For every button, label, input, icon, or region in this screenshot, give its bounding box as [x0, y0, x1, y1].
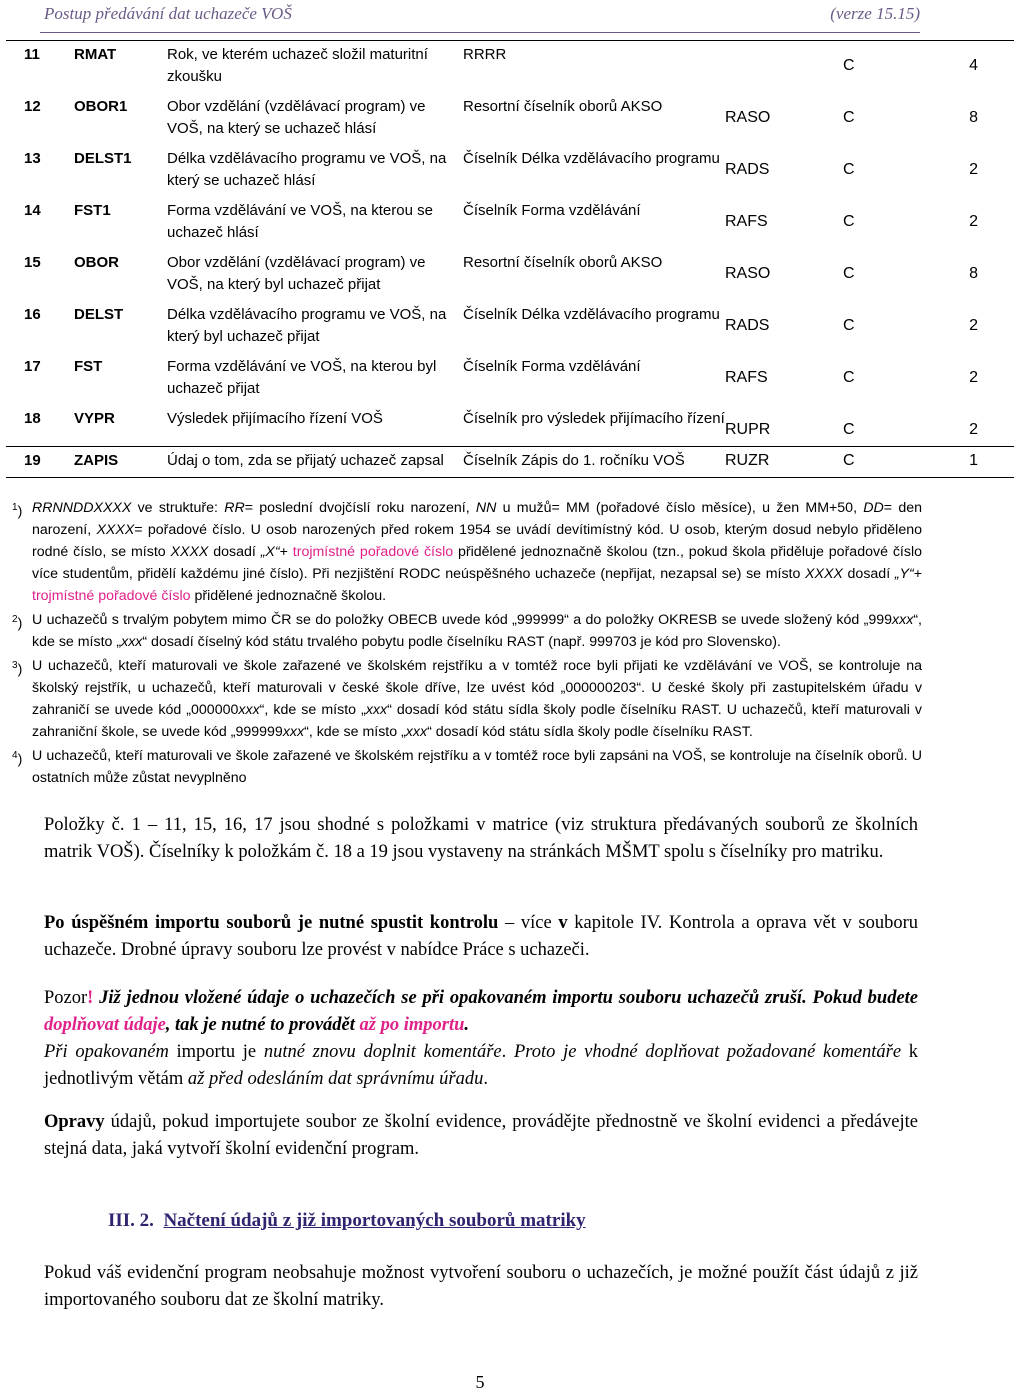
row-number: 18 — [24, 410, 41, 427]
row-description: Výsledek přijímacího řízení VOŠ — [167, 410, 383, 427]
paragraph-corrections — [44, 1109, 918, 1163]
text-run: “ dosadí kód státu sídla školy podle číselníku RAST. U uchazečů, kteří maturovali v zahraniční škole, se uvede kód „999999 — [32, 702, 923, 740]
text-run: “, kde se místo „ — [304, 724, 406, 740]
row-number: 12 — [24, 98, 41, 115]
text-run: importu je — [168, 1042, 264, 1062]
row-length: 2 — [969, 369, 978, 386]
footnote-number: 1 — [12, 502, 18, 513]
text-run: + — [913, 566, 922, 582]
footnotes — [12, 497, 922, 791]
row-codelist: RUZR — [725, 447, 843, 478]
row-type: C — [843, 161, 855, 178]
row-source: Resortní číselník oborů AKSO — [463, 254, 663, 271]
row-type: C — [843, 421, 855, 438]
text-run: xxx — [121, 634, 143, 650]
row-source: Číselník Délka vzdělávacího programu — [463, 150, 720, 167]
text-run: RRNNDDXXXX — [32, 500, 132, 516]
footnote-marker: $^3$) — [12, 660, 23, 678]
page-header — [44, 4, 920, 28]
text-run: až před odesláním dat správnímu úřadu — [187, 1069, 484, 1089]
header-version: (verze 15.15) — [830, 4, 920, 23]
text-run: XXXX — [170, 544, 209, 560]
footnote-marker: $^1$) — [12, 502, 23, 520]
footnote-text — [32, 658, 922, 740]
row-code: VYPR — [74, 410, 115, 427]
text-run: ! — [87, 988, 94, 1008]
text-run: xxx — [365, 702, 388, 718]
text-run: . — [464, 1015, 470, 1035]
row-source: Číselník Forma vzdělávání — [463, 202, 641, 219]
text-run: = poslední dvojčíslí roku narození, — [244, 500, 476, 516]
text-run: doplňovat údaje — [44, 1015, 166, 1035]
table-row — [6, 405, 1014, 447]
text-run: Proto je vhodné doplňovat požadované komentáře — [513, 1042, 902, 1062]
text-run: Již jednou vložené údaje o uchazečích se při opakovaném importu souboru uchazečů zruší. Pokud budete — [99, 988, 918, 1008]
footnote — [12, 497, 922, 607]
row-description: Rok, ve kterém uchazeč složil maturitní zkoušku — [167, 46, 428, 85]
row-description: Forma vzdělávání ve VOŠ, na kterou se uchazeč hlásí — [167, 202, 433, 241]
row-description: Délka vzdělávacího programu ve VOŠ, na který byl uchazeč přijat — [167, 306, 447, 345]
text-run: ve struktuře: — [131, 500, 225, 516]
text-run: – více — [498, 913, 559, 933]
text-run: U uchazečů, kteří maturovali ve škole zařazené ve školském rejstříku a v tomtéž roce byli přijati ke vzdělávání ve VOŠ, se kontroluje na školský rejstřík, u uchazečů, kteří maturovali v české škole dříve, lze uvést kód „000000203“. U české školy při zastupitelském úřadu v zahraničí se uvede kód „000000 — [32, 658, 922, 718]
text-run: . — [483, 1069, 488, 1089]
row-source: Číselník Forma vzdělávání — [463, 358, 641, 375]
row-code: FST1 — [74, 202, 111, 219]
text-run: dosadí — [208, 544, 261, 560]
text-run: přidělené jednoznačně školou. — [190, 588, 387, 604]
row-code: ZAPIS — [74, 447, 167, 478]
table-row — [6, 447, 1014, 478]
text-run: přidělené jednoznačně školou (tzn., pokud škola přiděluje pořadové číslo více studentům, přidělí každému jiné číslo). Při nezjištění RODC neúspěšného uchazeče (nepřijat, nezapsal se) se místo — [32, 544, 922, 582]
variables-table — [6, 40, 1014, 478]
table-row — [6, 41, 1014, 94]
row-source: Číselník Délka vzdělávacího programu — [463, 306, 720, 323]
footnote — [12, 609, 922, 653]
row-source: Číselník pro výsledek přijímacího řízení — [463, 410, 725, 427]
footnote-number: 2 — [12, 614, 18, 625]
text-run: až po importu — [359, 1015, 465, 1035]
text-run: “, kde se místo „ — [32, 612, 922, 650]
row-length: 2 — [969, 161, 978, 178]
section-number: III. 2. — [108, 1210, 154, 1231]
row-codelist: RAFS — [725, 213, 768, 230]
text-run: xxx — [282, 724, 305, 740]
row-codelist: RADS — [725, 161, 770, 178]
text-run: “, kde se místo „ — [259, 702, 366, 718]
row-description: Údaj o tom, zda se přijatý uchazeč zapsal — [167, 447, 463, 478]
page-number: 5 — [475, 1372, 485, 1392]
paragraph-warning — [44, 985, 918, 1039]
row-number: 17 — [24, 358, 41, 375]
footnote-text — [32, 612, 922, 650]
text-run: xxx — [405, 724, 428, 740]
paragraph-items-shared — [44, 812, 918, 866]
text-run: „Y“ — [894, 566, 914, 582]
table-row — [6, 197, 1014, 249]
footnote-number: 3 — [12, 660, 18, 671]
text-run: Položky č. 1 – 11, 15, 16, 17 jsou shodné s položkami v matrice (viz struktura předávaných souborů ze školních matrik VOŠ). Číselníky k položkám č. 18 a 19 jsou vystaveny na stránkách MŠMT spolu s číselníky pro matriku. — [44, 815, 918, 862]
text-run: u mužů= MM (pořadové číslo měsíce), u žen MM+50, — [496, 500, 864, 516]
row-description: Forma vzdělávání ve VOŠ, na kterou byl uchazeč přijat — [167, 358, 437, 397]
text-run: , tak je nutné to provádět — [165, 1015, 360, 1035]
text-run: nutné znovu doplnit komentáře — [263, 1042, 502, 1062]
text-run: XXXX — [805, 566, 843, 582]
text-run: xxx — [238, 702, 260, 718]
text-run: údajů, pokud importujete soubor ze školní evidence, provádějte přednostně ve školní evidenci a předávejte stejná data, jaká vytvoří školní evidenční program. — [44, 1112, 918, 1159]
text-run: “ dosadí číselný kód státu trvalého pobytu podle číselníku RAST (např. 999703 je kód pro Slovensko). — [142, 634, 781, 650]
row-type: C — [843, 447, 878, 478]
footnote-text — [32, 748, 922, 786]
row-type: C — [843, 369, 855, 386]
text-run: Po úspěšném importu souborů je nutné spustit kontrolu — [44, 913, 499, 933]
row-number: 15 — [24, 254, 41, 271]
text-run: Pokud váš evidenční program neobsahuje možnost vytvoření souboru o uchazečích, je možné použít část údajů z již importovaného souboru dat ze školní matriky. — [44, 1263, 918, 1310]
footnote-marker: $^4$) — [12, 750, 23, 768]
row-codelist: RAFS — [725, 369, 768, 386]
table-row — [6, 93, 1014, 145]
footnote-number: 4 — [12, 750, 18, 761]
row-length: 1 — [878, 447, 1014, 478]
row-number: 19 — [6, 447, 74, 478]
row-type: C — [843, 109, 855, 126]
text-run: U uchazečů s trvalým pobytem mimo ČR se do položky OBECB uvede kód „999999“ a do položky OKRESB se uvede složený kód „999 — [32, 612, 893, 628]
row-codelist: RADS — [725, 317, 770, 334]
paragraph-section-intro — [44, 1260, 918, 1314]
footnote — [12, 655, 922, 743]
row-length: 4 — [969, 57, 978, 74]
row-source: Číselník Zápis do 1. ročníku VOŠ — [463, 447, 725, 478]
footnote-text — [32, 500, 922, 604]
text-run: “ dosadí kód státu sídla školy podle číselníku RAST. — [427, 724, 753, 740]
row-codelist: RUPR — [725, 421, 771, 438]
text-run: dosadí — [842, 566, 895, 582]
text-run: + — [279, 544, 293, 560]
table-row — [6, 353, 1014, 405]
section-title: Načtení údajů z již importovaných souborů matriky — [163, 1210, 586, 1231]
row-codelist: RASO — [725, 265, 771, 282]
row-code: DELST — [74, 306, 124, 323]
paragraph-comments — [44, 1039, 918, 1093]
text-run: RR — [224, 500, 245, 516]
row-code: OBOR — [74, 254, 119, 271]
row-number: 14 — [24, 202, 41, 219]
table-row — [6, 145, 1014, 197]
row-type: C — [843, 317, 855, 334]
row-description: Obor vzdělání (vzdělávací program) ve VOŠ, na který se uchazeč hlásí — [167, 98, 426, 137]
text-run: NN — [475, 500, 497, 516]
text-run: Při opakovaném — [44, 1042, 169, 1062]
text-run: Opravy — [44, 1112, 105, 1132]
text-run: = den narození, — [32, 500, 922, 538]
text-run: xxx — [892, 612, 914, 628]
header-title: Postup předávání dat uchazeče VOŠ — [44, 4, 292, 23]
text-run: trojmístné pořadové číslo — [32, 588, 191, 604]
row-number: 16 — [24, 306, 41, 323]
footnote-marker: $^2$) — [12, 614, 23, 632]
text-run: „X“ — [260, 544, 280, 560]
header-rule — [40, 32, 920, 33]
text-run: kapitole IV. Kontrola a oprava vět v souboru uchazeče. Drobné úpravy souboru lze provést v nabídce Práce s uchazeči. — [44, 913, 918, 960]
row-code: OBOR1 — [74, 98, 128, 115]
table-row — [6, 301, 1014, 353]
text-run: U uchazečů, kteří maturovali ve škole zařazené ve školském rejstříku a v tomtéž roce byli zapsáni na VOŠ, se kontroluje na číselník oborů. U ostatních může zůstat nevyplněno — [32, 748, 922, 786]
row-length: 2 — [969, 421, 978, 438]
row-type: C — [843, 57, 855, 74]
table-row — [6, 249, 1014, 301]
row-type: C — [843, 213, 855, 230]
footnote — [12, 745, 922, 789]
row-length: 8 — [969, 109, 978, 126]
text-run: v — [558, 913, 568, 933]
row-codelist — [725, 41, 843, 94]
text-run: = pořadové číslo. U osob narozených před rokem 1954 se uvádí devítimístný kód. U osob, kterým dosud nebylo přiděleno rodné číslo, se místo — [32, 522, 922, 560]
row-source: RRRR — [463, 46, 507, 63]
paragraph-import-check — [44, 910, 918, 964]
row-number: 11 — [24, 46, 40, 63]
row-description: Délka vzdělávacího programu ve VOŠ, na který se uchazeč hlásí — [167, 150, 447, 189]
text-run: XXXX — [96, 522, 135, 538]
row-length: 2 — [969, 317, 978, 334]
text-run: . — [501, 1042, 514, 1062]
text-run: Pozor — [44, 988, 88, 1008]
text-run: DD — [863, 500, 884, 516]
row-length: 8 — [969, 265, 978, 282]
row-code: FST — [74, 358, 103, 375]
row-type: C — [843, 265, 855, 282]
row-source: Resortní číselník oborů AKSO — [463, 98, 663, 115]
text-run: trojmístné pořadové číslo — [292, 544, 454, 560]
row-codelist: RASO — [725, 109, 771, 126]
text-run: k jednotlivým větám — [44, 1042, 919, 1089]
row-code: RMAT — [74, 46, 117, 63]
section-heading — [108, 1210, 586, 1232]
row-description: Obor vzdělání (vzdělávací program) ve VOŠ, na který byl uchazeč přijat — [167, 254, 426, 293]
row-code: DELST1 — [74, 150, 132, 167]
row-length: 2 — [969, 213, 978, 230]
row-number: 13 — [24, 150, 41, 167]
